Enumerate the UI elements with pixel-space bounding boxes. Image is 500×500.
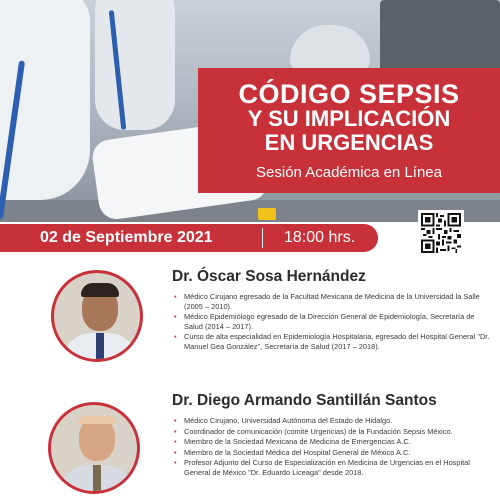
speaker-name: Dr. Óscar Sosa Hernández — [172, 268, 366, 285]
hero-medic-hood — [290, 25, 370, 70]
credential-item: • Miembro de la Sociedad Médica del Hospital General de México A.C. — [172, 448, 492, 458]
hero-medical-equipment — [380, 0, 500, 75]
speaker-credentials-list — [172, 416, 492, 478]
credential-item: • Profesor Adjunto del Curso de Especialización en Medicina de Urgencias en el Hospital General de México "Dr. Eduardo Liceaga" desde 2018. — [172, 458, 492, 477]
date-banner — [0, 224, 378, 252]
hero-yellow-object — [258, 208, 276, 220]
hero-medic-center — [95, 0, 175, 130]
event-title-box — [198, 68, 500, 193]
event-time: 18:00 hrs. — [284, 229, 356, 246]
credential-item: • Médico Epidemiólogo egresado de la Dirección General de Epidemiología, Secretaría de Salud (2014 – 2017). — [172, 312, 492, 331]
event-title-line1: CÓDIGO SEPSIS — [238, 79, 460, 109]
credential-item: • Curso de alta especialidad en Epidemiología Hospitalaria, egresado del Hospital General "Dr. Manuel Gea González", Secretaría de Salud (2017 – 2018). — [172, 332, 492, 351]
speaker-photo-2 — [48, 402, 140, 494]
speaker-photo-1 — [51, 270, 143, 362]
speaker-bio-2 — [172, 392, 492, 479]
credential-item: • Coordinador de comunicación (comité Urgencias) de la Fundación Sepsis México. — [172, 427, 492, 437]
event-title-line3: EN URGENCIAS — [264, 130, 434, 155]
speaker-credentials-list — [172, 292, 492, 352]
event-subtitle: Sesión Académica en Línea — [256, 164, 442, 181]
event-date: 02 de Septiembre 2021 — [40, 229, 213, 246]
date-time-divider — [262, 228, 263, 248]
credential-item: • Médico Cirujano egresado de la Facultad Mexicana de Medicina de la Universidad la Salle (2005 – 2010). — [172, 292, 492, 311]
event-title-line2: Y SU IMPLICACIÓN — [247, 106, 451, 131]
speaker-bio-1 — [172, 268, 492, 353]
speaker-name: Dr. Diego Armando Santillán Santos — [172, 392, 437, 409]
credential-item: • Miembro de la Sociedad Mexicana de Medicina de Emergencias A.C. — [172, 437, 492, 447]
credential-item: • Médico Cirujano, Universidad Autónoma del Estado de Hidalgo. — [172, 416, 492, 426]
qr-code-icon[interactable] — [418, 210, 464, 256]
